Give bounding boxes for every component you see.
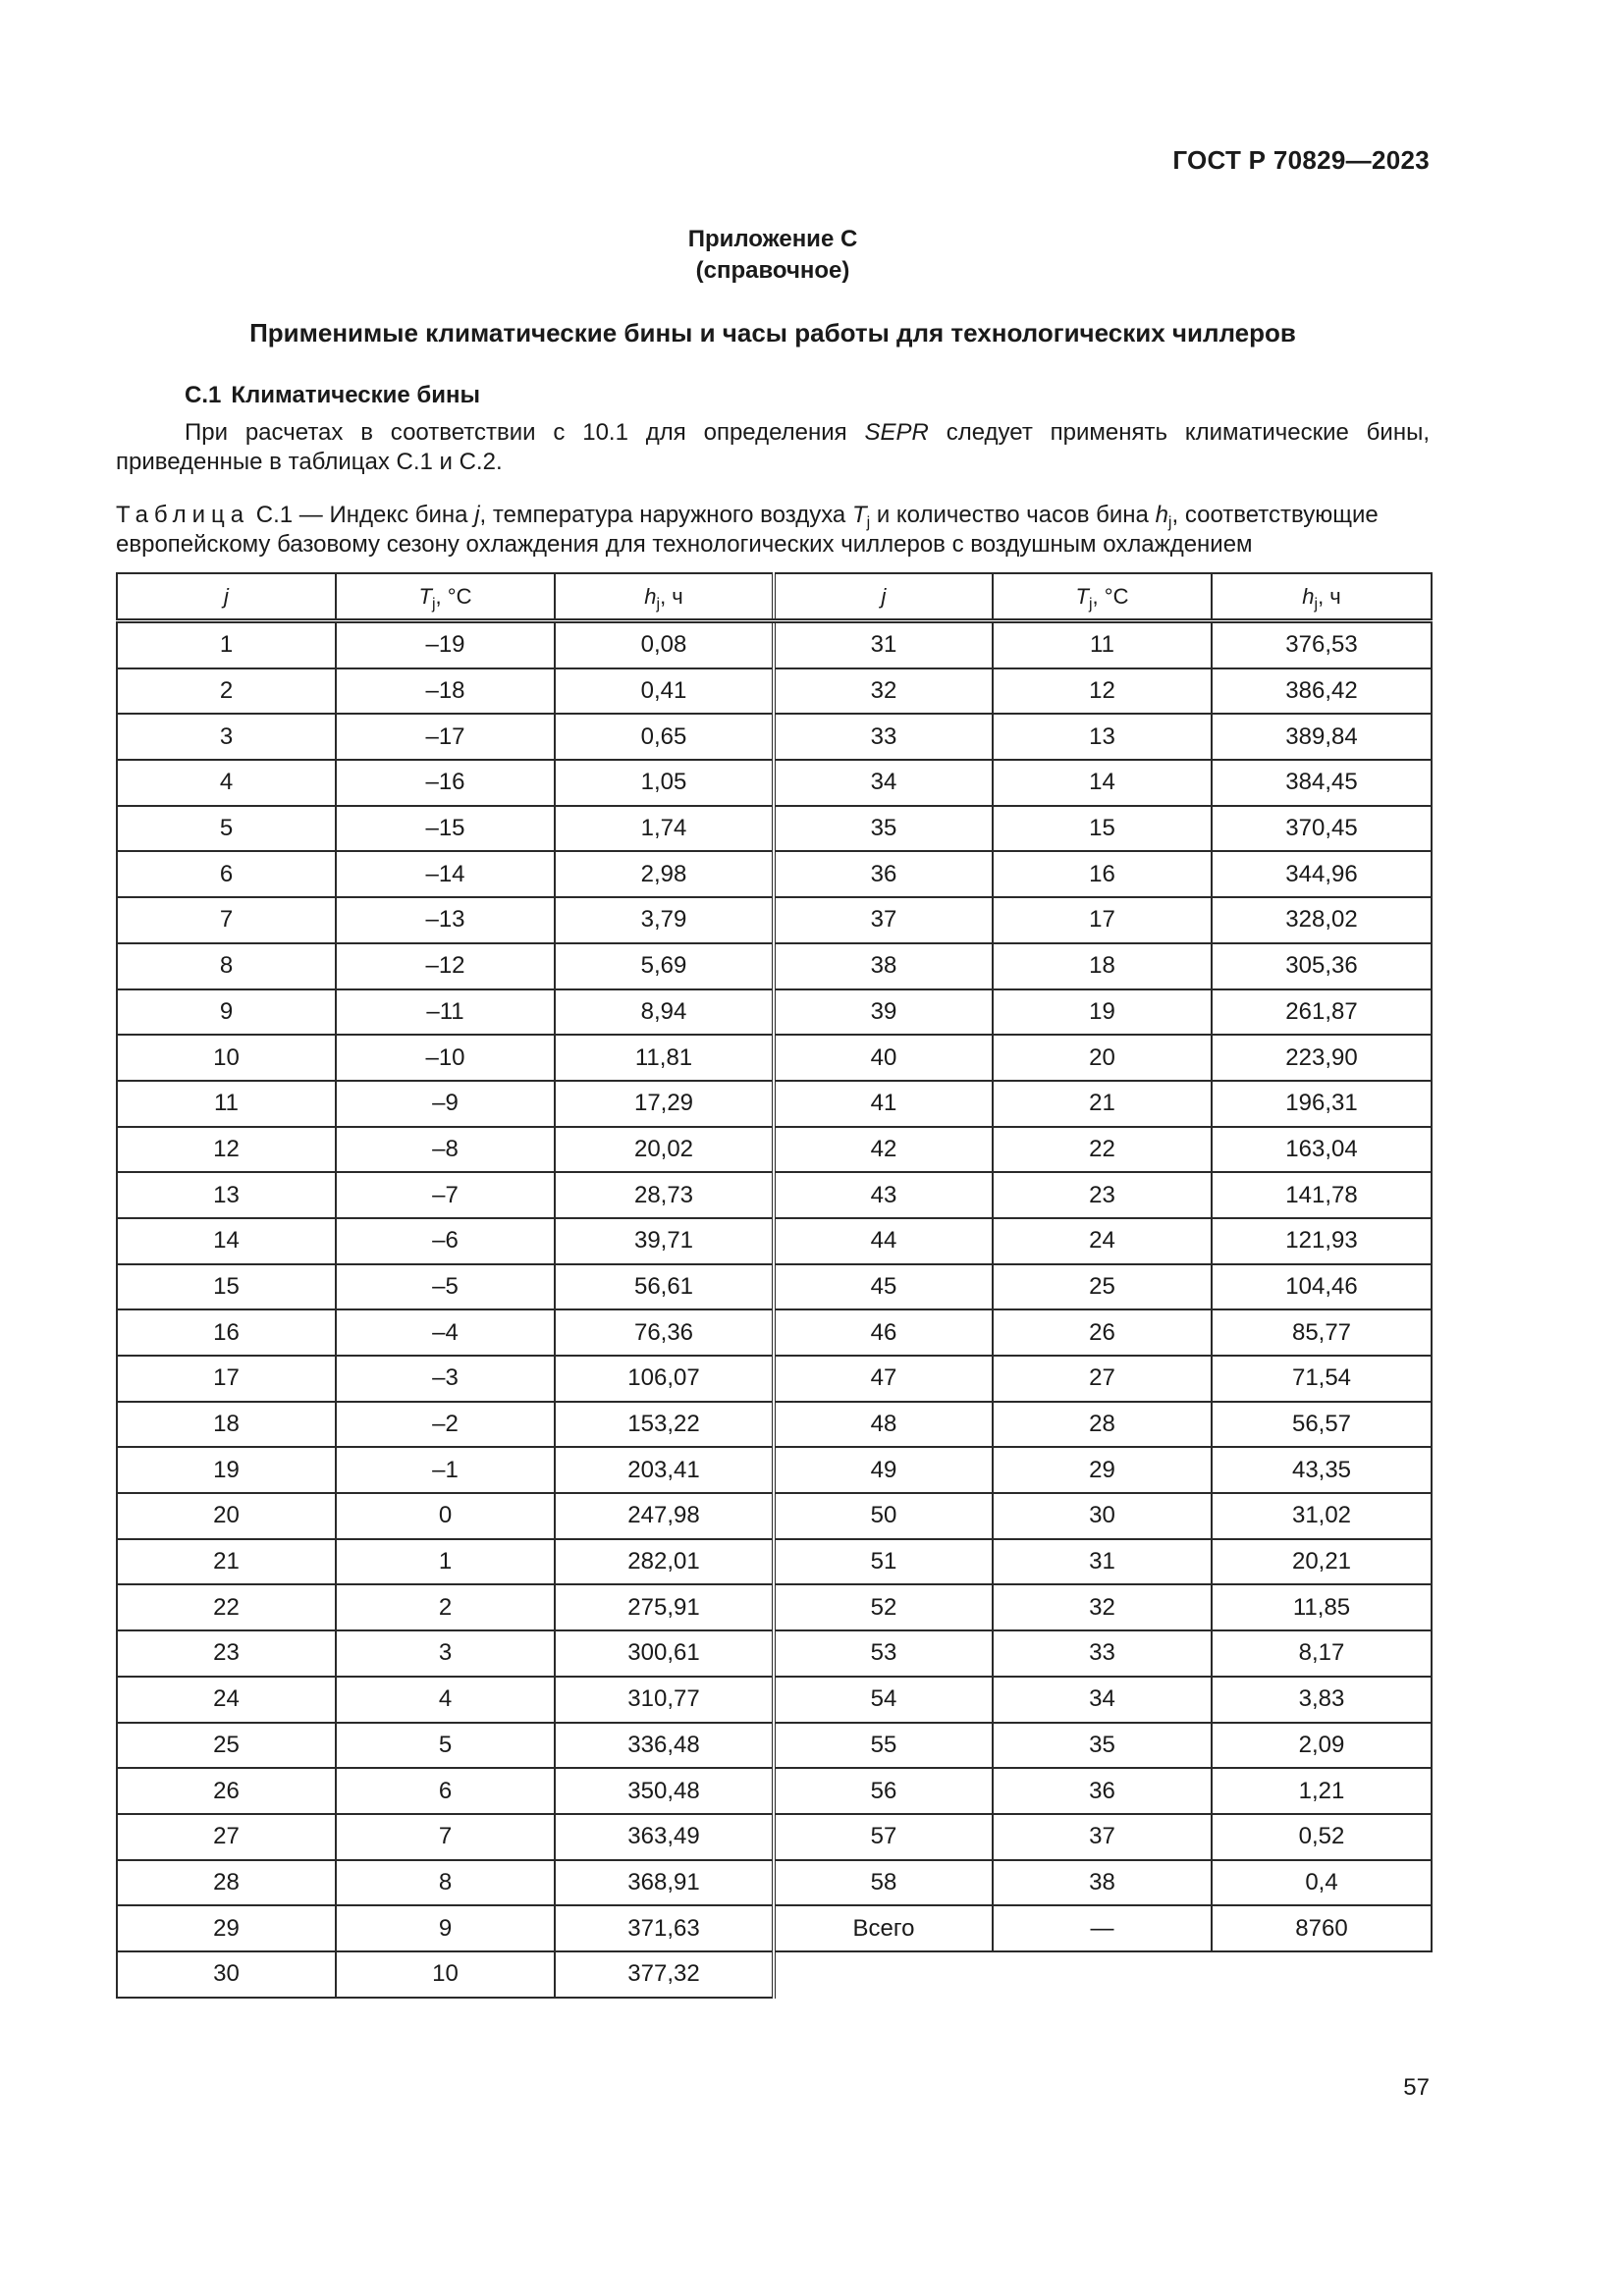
temperature-cell: –10	[336, 1035, 555, 1081]
table-row	[117, 1630, 1432, 1677]
bin-index-cell: 36	[774, 851, 993, 897]
hours-cell: 1,05	[555, 760, 774, 806]
temperature-cell: 24	[993, 1218, 1212, 1264]
bin-index-cell: 17	[117, 1356, 336, 1402]
para-text: При расчетах в соответствии с 10.1 для определения	[185, 419, 865, 446]
temperature-cell: 25	[993, 1264, 1212, 1310]
caption-subscript: j	[1167, 514, 1172, 531]
hours-cell: 275,91	[555, 1584, 774, 1630]
table-row	[117, 1860, 1432, 1906]
hours-cell: 344,96	[1212, 851, 1432, 897]
hours-cell: 11,85	[1212, 1584, 1432, 1630]
hours-cell: 377,32	[555, 1951, 774, 1998]
hours-cell: 1,21	[1212, 1768, 1432, 1814]
bin-index-cell: 53	[774, 1630, 993, 1677]
header-hours: $h_j$, ч	[555, 573, 774, 621]
table-row	[117, 1218, 1432, 1264]
temperature-cell: 9	[336, 1905, 555, 1951]
table-row	[117, 1584, 1432, 1630]
bin-index-cell: 1	[117, 621, 336, 668]
table-row	[117, 1814, 1432, 1860]
hours-cell: 76,36	[555, 1309, 774, 1356]
caption-text: , температура наружного воздуха	[479, 502, 852, 528]
table-row	[117, 668, 1432, 715]
hours-cell: 56,61	[555, 1264, 774, 1310]
temperature-cell: –7	[336, 1172, 555, 1218]
bin-index-cell: 38	[774, 943, 993, 989]
bin-index-cell: 13	[117, 1172, 336, 1218]
hours-cell: 368,91	[555, 1860, 774, 1906]
table-row	[117, 714, 1432, 760]
bin-index-cell: 41	[774, 1081, 993, 1127]
hours-cell: 196,31	[1212, 1081, 1432, 1127]
bin-index-cell: 27	[117, 1814, 336, 1860]
hours-cell: 8760	[1212, 1905, 1432, 1951]
bin-index-cell: Всего	[774, 1905, 993, 1951]
caption-text: и количество часов бина	[870, 502, 1156, 528]
temperature-cell: 17	[993, 897, 1212, 943]
bin-index-cell: 15	[117, 1264, 336, 1310]
hours-cell: 8,17	[1212, 1630, 1432, 1677]
bin-index-cell: 58	[774, 1860, 993, 1906]
temperature-cell: –1	[336, 1447, 555, 1493]
temperature-cell: 2	[336, 1584, 555, 1630]
bin-index-cell: 14	[117, 1218, 336, 1264]
temperature-cell: 0	[336, 1493, 555, 1539]
hours-cell: 389,84	[1212, 714, 1432, 760]
table-row	[117, 806, 1432, 852]
temperature-cell: –18	[336, 668, 555, 715]
hours-cell: 0,08	[555, 621, 774, 668]
bin-index-cell: 19	[117, 1447, 336, 1493]
hours-cell: 153,22	[555, 1402, 774, 1448]
bin-index-cell: 18	[117, 1402, 336, 1448]
hours-cell: 5,69	[555, 943, 774, 989]
hours-cell: 336,48	[555, 1723, 774, 1769]
table-row	[117, 1402, 1432, 1448]
table-row	[117, 897, 1432, 943]
temperature-cell: 1	[336, 1539, 555, 1585]
caption-text: , соответствующие европейскому базовому сезону охлаждения для технологических чиллеров с воздушным охлаждением	[116, 502, 1379, 558]
hours-cell: 106,07	[555, 1356, 774, 1402]
temperature-cell: 12	[993, 668, 1212, 715]
table-row	[117, 1127, 1432, 1173]
temperature-cell: 20	[993, 1035, 1212, 1081]
hours-cell: 11,81	[555, 1035, 774, 1081]
bin-index-cell: 42	[774, 1127, 993, 1173]
temperature-cell: –15	[336, 806, 555, 852]
bin-index-cell: 50	[774, 1493, 993, 1539]
temperature-cell: 29	[993, 1447, 1212, 1493]
hours-cell: 71,54	[1212, 1356, 1432, 1402]
bin-index-cell: 40	[774, 1035, 993, 1081]
hours-cell: 310,77	[555, 1677, 774, 1723]
bin-index-cell: 35	[774, 806, 993, 852]
hours-cell: 386,42	[1212, 668, 1432, 715]
caption-text: С.1 — Индекс бина	[249, 502, 475, 528]
temperature-cell: 26	[993, 1309, 1212, 1356]
bin-index-cell: 24	[117, 1677, 336, 1723]
bin-index-cell: 4	[117, 760, 336, 806]
temperature-cell: 16	[993, 851, 1212, 897]
bin-index-cell: 57	[774, 1814, 993, 1860]
temperature-cell: –6	[336, 1218, 555, 1264]
hours-cell: 2,98	[555, 851, 774, 897]
temperature-cell: 34	[993, 1677, 1212, 1723]
hours-cell: 85,77	[1212, 1309, 1432, 1356]
bin-index-cell: 43	[774, 1172, 993, 1218]
caption-subscript: j	[866, 514, 871, 531]
bin-index-cell: 12	[117, 1127, 336, 1173]
bin-index-cell: 8	[117, 943, 336, 989]
page-number: 57	[1403, 2074, 1430, 2101]
bin-index-cell: 5	[117, 806, 336, 852]
bin-index-cell: 54	[774, 1677, 993, 1723]
table-row	[117, 1172, 1432, 1218]
bin-index-cell: 55	[774, 1723, 993, 1769]
hours-cell: 28,73	[555, 1172, 774, 1218]
temperature-cell: –5	[336, 1264, 555, 1310]
header-hours: $h_j$, ч	[1212, 573, 1432, 621]
temperature-cell: 35	[993, 1723, 1212, 1769]
hours-cell: 350,48	[555, 1768, 774, 1814]
temperature-cell: –9	[336, 1081, 555, 1127]
bin-index-cell: 26	[117, 1768, 336, 1814]
hours-cell: 0,65	[555, 714, 774, 760]
hours-cell: 56,57	[1212, 1402, 1432, 1448]
temperature-cell: 8	[336, 1860, 555, 1906]
table-row	[117, 1493, 1432, 1539]
temperature-cell: 28	[993, 1402, 1212, 1448]
temperature-cell: 6	[336, 1768, 555, 1814]
temperature-cell: 33	[993, 1630, 1212, 1677]
bin-index-cell: 7	[117, 897, 336, 943]
bin-index-cell: 46	[774, 1309, 993, 1356]
temperature-cell: –8	[336, 1127, 555, 1173]
bin-index-cell: 21	[117, 1539, 336, 1585]
bin-index-cell: 20	[117, 1493, 336, 1539]
section-paragraph	[116, 418, 1430, 477]
hours-cell: 203,41	[555, 1447, 774, 1493]
bin-index-cell: 31	[774, 621, 993, 668]
table-row	[117, 621, 1432, 668]
table-header-row	[117, 573, 1432, 621]
bin-index-cell: 28	[117, 1860, 336, 1906]
temperature-cell: 30	[993, 1493, 1212, 1539]
hours-cell: 141,78	[1212, 1172, 1432, 1218]
temperature-cell: 22	[993, 1127, 1212, 1173]
hours-cell: 223,90	[1212, 1035, 1432, 1081]
temperature-cell: –14	[336, 851, 555, 897]
temperature-cell: –19	[336, 621, 555, 668]
temperature-cell: 5	[336, 1723, 555, 1769]
bin-index-cell: 47	[774, 1356, 993, 1402]
hours-cell: 17,29	[555, 1081, 774, 1127]
empty-cell	[774, 1951, 1432, 1998]
table-row	[117, 1951, 1432, 1998]
bin-index-cell: 16	[117, 1309, 336, 1356]
para-text: следует применять климатические бины, приведенные в таблицах С.1 и С.2.	[116, 419, 1430, 475]
temperature-cell: 27	[993, 1356, 1212, 1402]
temperature-cell: 14	[993, 760, 1212, 806]
temperature-cell: –4	[336, 1309, 555, 1356]
hours-cell: 0,52	[1212, 1814, 1432, 1860]
temperature-cell: –11	[336, 989, 555, 1036]
table-row	[117, 1905, 1432, 1951]
bin-index-cell: 23	[117, 1630, 336, 1677]
table-row	[117, 1356, 1432, 1402]
temperature-cell: 19	[993, 989, 1212, 1036]
temperature-cell: –3	[336, 1356, 555, 1402]
hours-cell: 104,46	[1212, 1264, 1432, 1310]
hours-cell: 0,4	[1212, 1860, 1432, 1906]
hours-cell: 1,74	[555, 806, 774, 852]
hours-cell: 31,02	[1212, 1493, 1432, 1539]
bin-index-cell: 2	[117, 668, 336, 715]
bin-index-cell: 30	[117, 1951, 336, 1998]
bin-index-cell: 32	[774, 668, 993, 715]
hours-cell: 121,93	[1212, 1218, 1432, 1264]
hours-cell: 8,94	[555, 989, 774, 1036]
main-title: Применимые климатические бины и часы работы для технологических чиллеров	[249, 318, 1296, 347]
table-row	[117, 1723, 1432, 1769]
bin-index-cell: 25	[117, 1723, 336, 1769]
table-row	[117, 760, 1432, 806]
temperature-cell: 38	[993, 1860, 1212, 1906]
header-j: j	[774, 573, 993, 621]
caption-symbol: T	[851, 502, 867, 528]
table-row	[117, 1539, 1432, 1585]
temperature-cell: 11	[993, 621, 1212, 668]
bin-index-cell: 48	[774, 1402, 993, 1448]
hours-cell: 363,49	[555, 1814, 774, 1860]
hours-cell: 39,71	[555, 1218, 774, 1264]
caption-symbol: j	[474, 502, 480, 528]
hours-cell: 163,04	[1212, 1127, 1432, 1173]
temperature-cell: –17	[336, 714, 555, 760]
hours-cell: 300,61	[555, 1630, 774, 1677]
para-sepr: SEPR	[864, 419, 929, 446]
table-row	[117, 1264, 1432, 1310]
temperature-cell: 10	[336, 1951, 555, 1998]
temperature-cell: 37	[993, 1814, 1212, 1860]
table-row	[117, 1035, 1432, 1081]
hours-cell: 247,98	[555, 1493, 774, 1539]
table-row	[117, 851, 1432, 897]
temperature-cell: —	[993, 1905, 1212, 1951]
bin-index-cell: 34	[774, 760, 993, 806]
temperature-cell: 36	[993, 1768, 1212, 1814]
caption-label: Таблица	[116, 502, 250, 528]
section-heading	[185, 382, 480, 409]
header-j: j	[117, 573, 336, 621]
hours-cell: 384,45	[1212, 760, 1432, 806]
hours-cell: 43,35	[1212, 1447, 1432, 1493]
hours-cell: 20,21	[1212, 1539, 1432, 1585]
temperature-cell: –12	[336, 943, 555, 989]
appendix-subtitle: (справочное)	[695, 257, 850, 284]
hours-cell: 371,63	[555, 1905, 774, 1951]
bins-table	[116, 572, 1433, 1999]
temperature-cell: –13	[336, 897, 555, 943]
table-row	[117, 943, 1432, 989]
temperature-cell: 4	[336, 1677, 555, 1723]
document-code: ГОСТ Р 70829—2023	[1172, 145, 1430, 175]
caption-symbol: h	[1155, 502, 1168, 528]
bin-index-cell: 56	[774, 1768, 993, 1814]
temperature-cell: 18	[993, 943, 1212, 989]
bin-index-cell: 22	[117, 1584, 336, 1630]
hours-cell: 370,45	[1212, 806, 1432, 852]
temperature-cell: –16	[336, 760, 555, 806]
temperature-cell: 3	[336, 1630, 555, 1677]
hours-cell: 282,01	[555, 1539, 774, 1585]
table-row	[117, 1447, 1432, 1493]
header-temperature: $T_j$, °С	[993, 573, 1212, 621]
hours-cell: 3,79	[555, 897, 774, 943]
table-row	[117, 1768, 1432, 1814]
temperature-cell: 21	[993, 1081, 1212, 1127]
temperature-cell: 7	[336, 1814, 555, 1860]
temperature-cell: 32	[993, 1584, 1212, 1630]
bin-index-cell: 10	[117, 1035, 336, 1081]
bin-index-cell: 37	[774, 897, 993, 943]
hours-cell: 0,41	[555, 668, 774, 715]
temperature-cell: 31	[993, 1539, 1212, 1585]
section-number: С.1	[185, 382, 222, 408]
bin-index-cell: 52	[774, 1584, 993, 1630]
temperature-cell: 13	[993, 714, 1212, 760]
hours-cell: 20,02	[555, 1127, 774, 1173]
hours-cell: 305,36	[1212, 943, 1432, 989]
table-row	[117, 1677, 1432, 1723]
bin-index-cell: 44	[774, 1218, 993, 1264]
bin-index-cell: 29	[117, 1905, 336, 1951]
hours-cell: 328,02	[1212, 897, 1432, 943]
temperature-cell: 23	[993, 1172, 1212, 1218]
table-row	[117, 1081, 1432, 1127]
table-row	[117, 989, 1432, 1036]
appendix-title: Приложение С	[687, 226, 858, 252]
table-caption	[116, 501, 1432, 560]
bin-index-cell: 3	[117, 714, 336, 760]
bin-index-cell: 51	[774, 1539, 993, 1585]
bin-index-cell: 39	[774, 989, 993, 1036]
temperature-cell: 15	[993, 806, 1212, 852]
section-title: Климатические бины	[231, 382, 480, 408]
header-temperature: $T_j$, °С	[336, 573, 555, 621]
bin-index-cell: 11	[117, 1081, 336, 1127]
bin-index-cell: 9	[117, 989, 336, 1036]
bin-index-cell: 45	[774, 1264, 993, 1310]
hours-cell: 261,87	[1212, 989, 1432, 1036]
temperature-cell: –2	[336, 1402, 555, 1448]
hours-cell: 2,09	[1212, 1723, 1432, 1769]
table-row	[117, 1309, 1432, 1356]
hours-cell: 3,83	[1212, 1677, 1432, 1723]
hours-cell: 376,53	[1212, 621, 1432, 668]
bin-index-cell: 33	[774, 714, 993, 760]
bin-index-cell: 49	[774, 1447, 993, 1493]
bin-index-cell: 6	[117, 851, 336, 897]
